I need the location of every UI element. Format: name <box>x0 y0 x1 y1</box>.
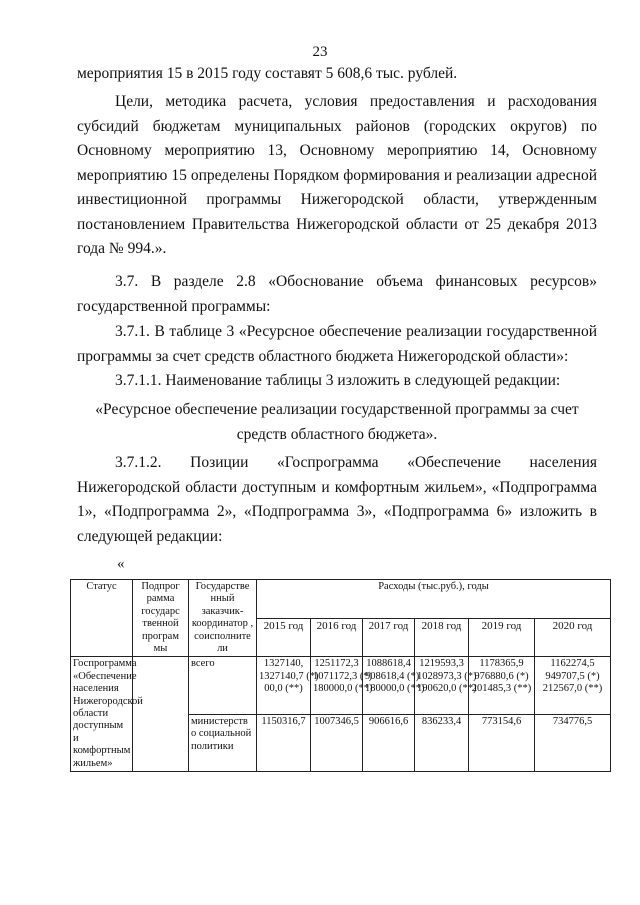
cell-value: 949707,5 (*) <box>545 670 600 682</box>
cell-value: 201485,3 (**) <box>471 683 532 695</box>
header-year: 2019 год <box>469 618 535 657</box>
row-subprogram <box>133 657 189 772</box>
cell-value: 734776,5 <box>535 714 611 771</box>
cell-value: 1178365,9 <box>479 658 524 670</box>
header-year: 2020 год <box>535 618 611 657</box>
row-customer: всего <box>189 657 257 714</box>
header-year: 2017 год <box>363 618 415 657</box>
table-title-line-2: средств областного бюджета». <box>236 426 438 443</box>
table-cell <box>535 657 611 714</box>
paragraph-3-7-1-1: 3.7.1.1. Наименование таблицы 3 изложить в следующей редакции: <box>115 372 561 389</box>
cell-value: 1088618,4 <box>366 658 411 670</box>
paragraph-3-7-1-2: 3.7.1.2. Позиции «Госпрограмма «Обеспечение населения Нижегородской области доступным и комфортным жильем», «Подпрограмма 1», «Подпрограмма 2», «Подпрограмма 3», «Подпрограмма 6» изложить в следующей редакции: <box>77 454 597 545</box>
paragraph-goals: Цели, методика расчета, условия предоставления и расходования субсидий бюджетам муниципальных районов (городских округов) по Основному мероприятию 13, Основному мероприятию 14, Основному мероприятию 15 определены Порядком формирования и реализации адресной инвестиционной программы Нижегородской области, утвержденным постановлением Правительства Нижегородской области от 25 декабря 2013 года № 994.». <box>77 93 597 257</box>
table-cell <box>311 657 373 714</box>
header-year: 2015 год <box>257 618 311 657</box>
header-subprogram: Подпрог рамма государс твенной програм мы <box>133 580 189 657</box>
cell-value: 836233,4 <box>415 714 469 771</box>
paragraph-3-7-1: 3.7.1. В таблице 3 «Ресурсное обеспечение реализации государственной программы за счет средств областного бюджета Нижегородской области»: <box>77 323 597 365</box>
header-year: 2018 год <box>415 618 469 657</box>
table-cell <box>469 657 535 714</box>
cell-value: 906616,6 <box>363 714 415 771</box>
opening-quote-mark: « <box>117 556 125 572</box>
header-expenses: Расходы (тыс.руб.), годы <box>257 580 611 619</box>
table-title-line-1: «Ресурсное обеспечение реализации государственной программы за счет <box>95 401 579 418</box>
header-year: 2016 год <box>311 618 363 657</box>
cell-value: 1327140,7 (*) <box>259 670 319 682</box>
paragraph-continuation: мероприятия 15 в 2015 году составят 5 608,6 тыс. рублей. <box>77 65 458 82</box>
cell-value: 1219593,3 <box>419 658 464 670</box>
resource-table <box>70 579 611 772</box>
row-customer: министерств о социальной политики <box>189 714 257 771</box>
cell-value: 212567,0 (**) <box>542 683 603 695</box>
row-status: Госпрограмма «Обеспечение населения Нижегородской области доступным и комфортным жильем» <box>71 657 133 772</box>
cell-value: 190620,0 (**) <box>417 683 477 695</box>
table-cell <box>363 657 425 714</box>
paragraph-3-7: 3.7. В разделе 2.8 «Обоснование объема финансовых ресурсов» государственной программы: <box>77 273 597 315</box>
cell-value: 773154,6 <box>469 714 535 771</box>
page-number: 23 <box>312 44 328 60</box>
header-customer: Государстве нный заказчик-координатор , соисполните ли <box>189 580 257 657</box>
cell-value: 1150316,7 <box>257 714 311 771</box>
cell-value: 1162274,5 <box>550 658 595 670</box>
cell-value: 00,0 (**) <box>264 683 303 695</box>
cell-value: 1028973,3 (*) <box>417 670 477 682</box>
cell-value: 1251172,3 <box>314 658 359 670</box>
cell-value: 180000,0 (**) <box>365 683 425 695</box>
cell-value: 1071172,3 (*) <box>313 670 373 682</box>
table-row <box>71 657 611 714</box>
cell-value: 976880,6 (*) <box>474 670 529 682</box>
cell-value: 180000,0 (**) <box>313 683 373 695</box>
table-header-row <box>71 580 611 619</box>
header-status: Статус <box>71 580 133 657</box>
cell-value: 1007346,5 <box>311 714 363 771</box>
table-cell <box>415 657 477 714</box>
cell-value: 1327140, <box>263 658 304 670</box>
cell-value: 908618,4 (*) <box>365 670 420 682</box>
table-cell <box>257 657 319 714</box>
